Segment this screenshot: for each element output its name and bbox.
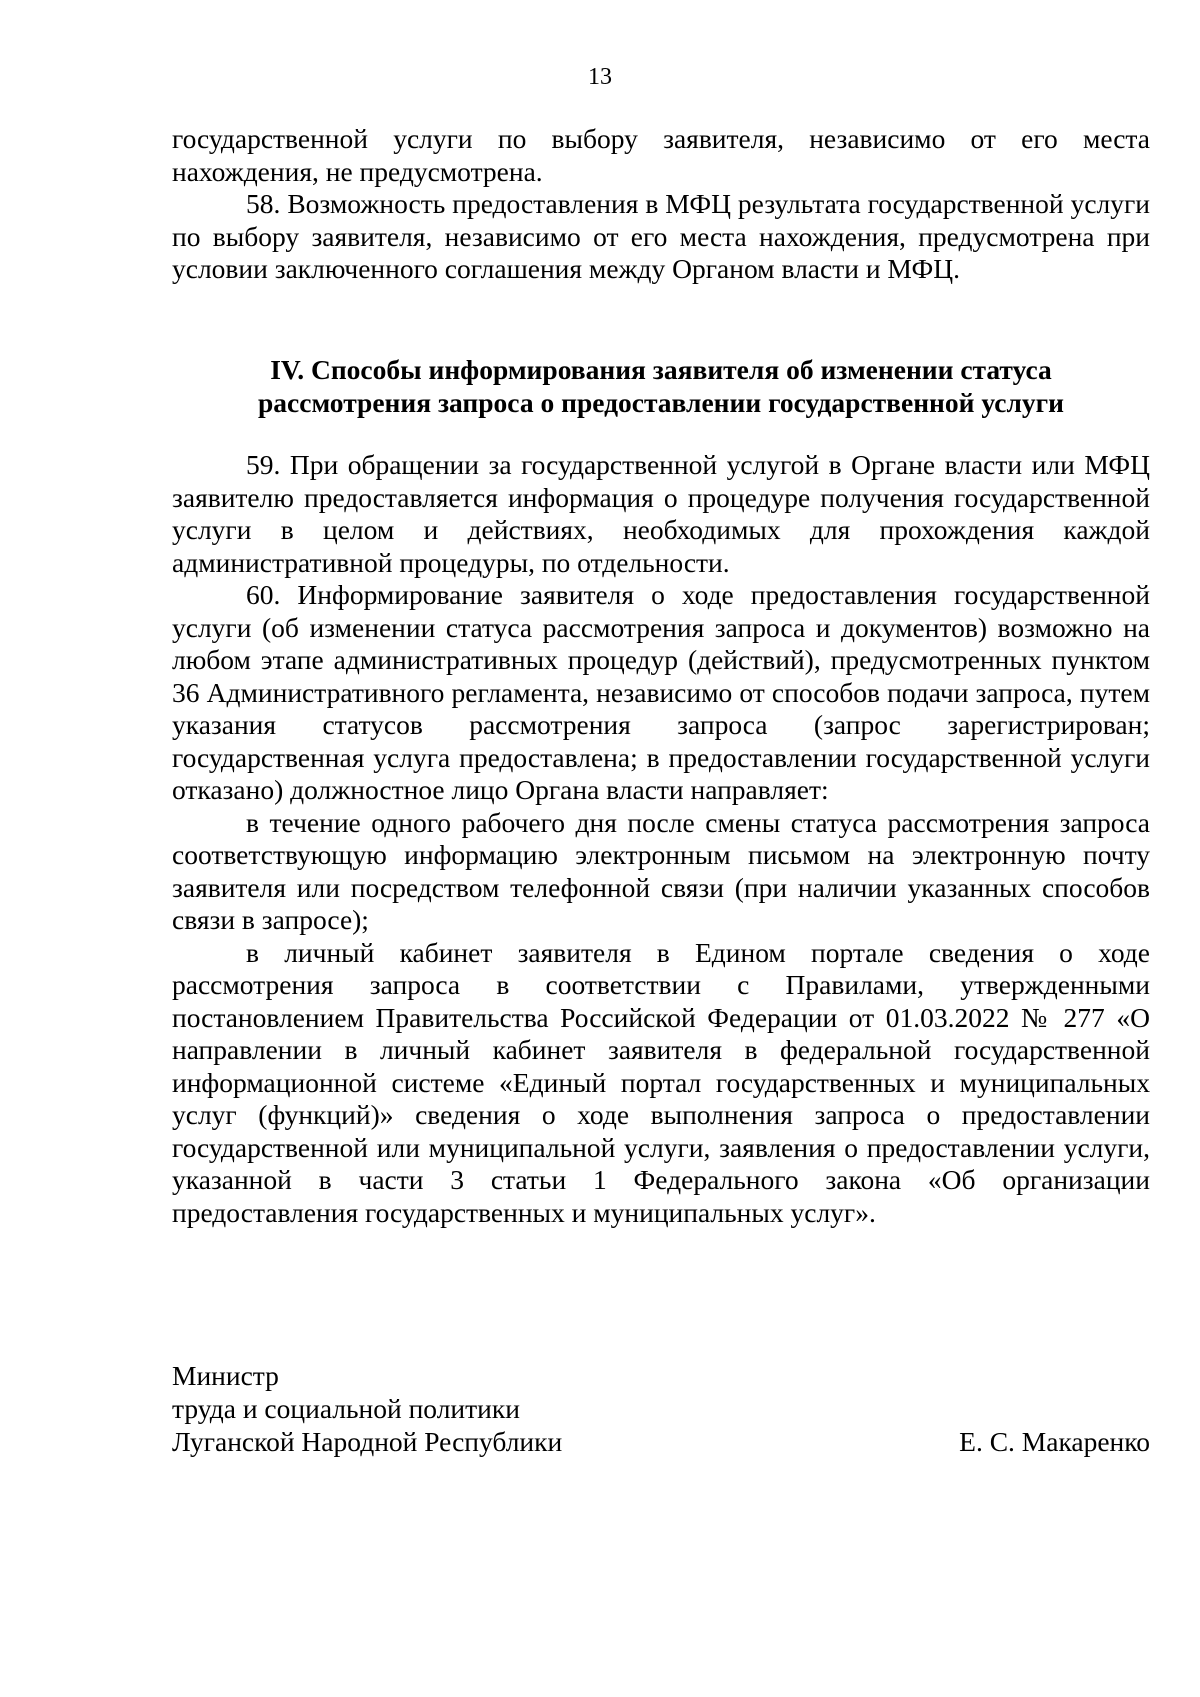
page-number: 13 xyxy=(588,64,612,90)
paragraph-58: 58. Возможность предоставления в МФЦ результата государственной услуги по выбору заявителя, независимо от его места нахождения, предусмотрена при условии заключенного соглашения между Органом власти и МФЦ. xyxy=(172,188,1150,284)
section-heading-line-1: IV. Способы информирования заявителя об изменении статуса xyxy=(270,354,1052,385)
section-heading-line-2: рассмотрения запроса о предоставлении государственной услуги xyxy=(257,387,1064,418)
section-heading xyxy=(172,353,1150,419)
paragraph-60: 60. Информирование заявителя о ходе предоставления государственной услуги (об изменении статуса рассмотрения запроса и документов) возможно на любом этапе административных процедур (действий), предусмотренных пунктом 36 Административного регламента, независимо от способов подачи запроса, путем указания статусов рассмотрения запроса (запрос зарегистрирован; государственная услуга предоставлена; в предоставлении государственной услуги отказано) должностное лицо Органа власти направляет: xyxy=(172,579,1150,805)
body-text-block xyxy=(172,449,1150,1229)
signer-name: Е. С. Макаренко xyxy=(959,1426,1150,1457)
signature-title-line-1: Министр xyxy=(172,1360,279,1391)
paragraph-59: 59. При обращении за государственной услугой в Органе власти или МФЦ заявителю предоставляется информация о процедуре получения государственной услуги в целом и действиях, необходимых для прохождения каждой административной процедуры, по отдельности. xyxy=(172,449,1150,578)
paragraph-continuation: государственной услуги по выбору заявителя, независимо от его места нахождения, не предусмотрена. xyxy=(172,123,1150,187)
signature-title-line-2: труда и социальной политики xyxy=(172,1393,520,1424)
signature-title-line-3: Луганской Народной Республики xyxy=(172,1426,563,1457)
top-text-block xyxy=(172,123,1150,286)
signature-block xyxy=(172,1359,562,1458)
paragraph-60-item-1: в течение одного рабочего дня после смены статуса рассмотрения запроса соответствующую информацию электронным письмом на электронную почту заявителя или посредством телефонной связи (при наличии указанных способов связи в запросе); xyxy=(172,806,1150,935)
paragraph-60-item-2: в личный кабинет заявителя в Едином портале сведения о ходе рассмотрения запроса в соответствии с Правилами, утвержденными постановлением Правительства Российской Федерации от 01.03.2022 № 277 «О направлении в личный кабинет заявителя в федеральной государственной информационной системе «Единый портал государственных и муниципальных услуг (функций)» сведения о ходе выполнения запроса о предоставлении государственной или муниципальной услуги, заявления о предоставлении услуги, указанной в части 3 статьи 1 Федерального закона «Об организации предоставления государственных и муниципальных услуг». xyxy=(172,936,1150,1228)
